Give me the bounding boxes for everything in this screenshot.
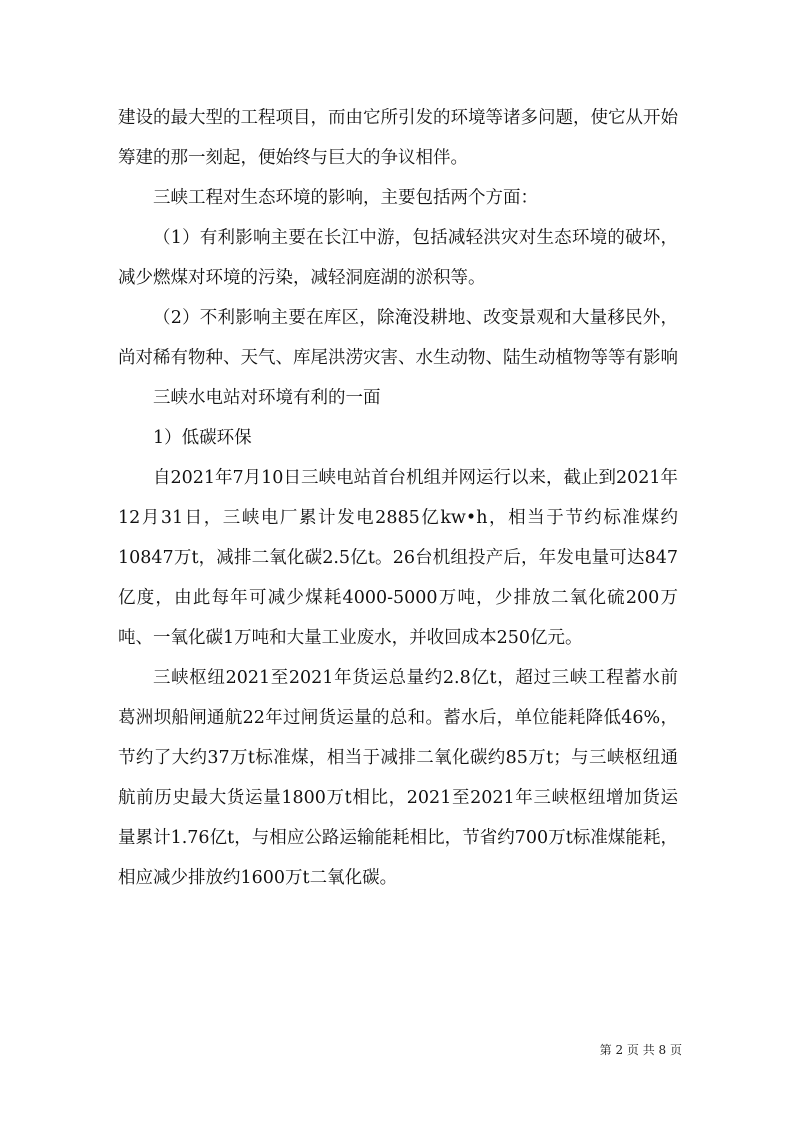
paragraph-impact-intro: 三峡工程对生态环境的影响，主要包括两个方面： <box>153 188 538 208</box>
paragraph-positive-impact: （1）有利影响主要在长江中游，包括减轻洪灾对生态环境的破坏，减少燃煤对环境的污染，减轻洞庭湖的淤积等。 <box>118 228 678 288</box>
subsection-heading: 1）低碳环保 <box>153 428 252 448</box>
paragraph-negative-impact: （2）不利影响主要在库区，除淹没耕地、改变景观和大量移民外，尚对稀有物种、天气、库尾洪涝灾害、水生动物、陆生动植物等等有影响 <box>118 308 678 368</box>
paragraph-shipping: 三峡枢纽2021至2021年货运总量约2.8亿t，超过三峡工程蓄水前葛洲坝船闸通航22年过闸货运量的总和。蓄水后，单位能耗降低46%，节约了大约37万t标准煤，相当于减排二氧化碳约85万t；与三峡枢纽通航前历史最大货运量1800万t相比，2021至2021年三峡枢纽增加货运量累计1.76亿t，与相应公路运输能耗相比，节省约700万t标准煤能耗，相应减少排放约1600万t二氧化碳。 <box>118 668 678 888</box>
paragraph-continuation: 建设的最大型的工程项目，而由它所引发的环境等诸多问题，使它从开始筹建的那一刻起，便始终与巨大的争议相伴。 <box>118 108 678 168</box>
paragraph-power-generation: 自2021年7月10日三峡电站首台机组并网运行以来，截止到2021年12月31日，三峡电厂累计发电2885亿kw•h，相当于节约标准煤约10847万t，减排二氧化碳2.5亿t。26台机组投产后，年发电量可达847亿度，由此每年可减少煤耗4000-5000万吨，少排放二氧化硫200万吨、一氧化碳1万吨和大量工业废水，并收回成本250亿元。 <box>118 468 678 648</box>
page-number: 第 2 页 共 8 页 <box>599 1043 682 1057</box>
body-text <box>118 98 678 898</box>
section-heading: 三峡水电站对环境有利的一面 <box>153 388 381 408</box>
